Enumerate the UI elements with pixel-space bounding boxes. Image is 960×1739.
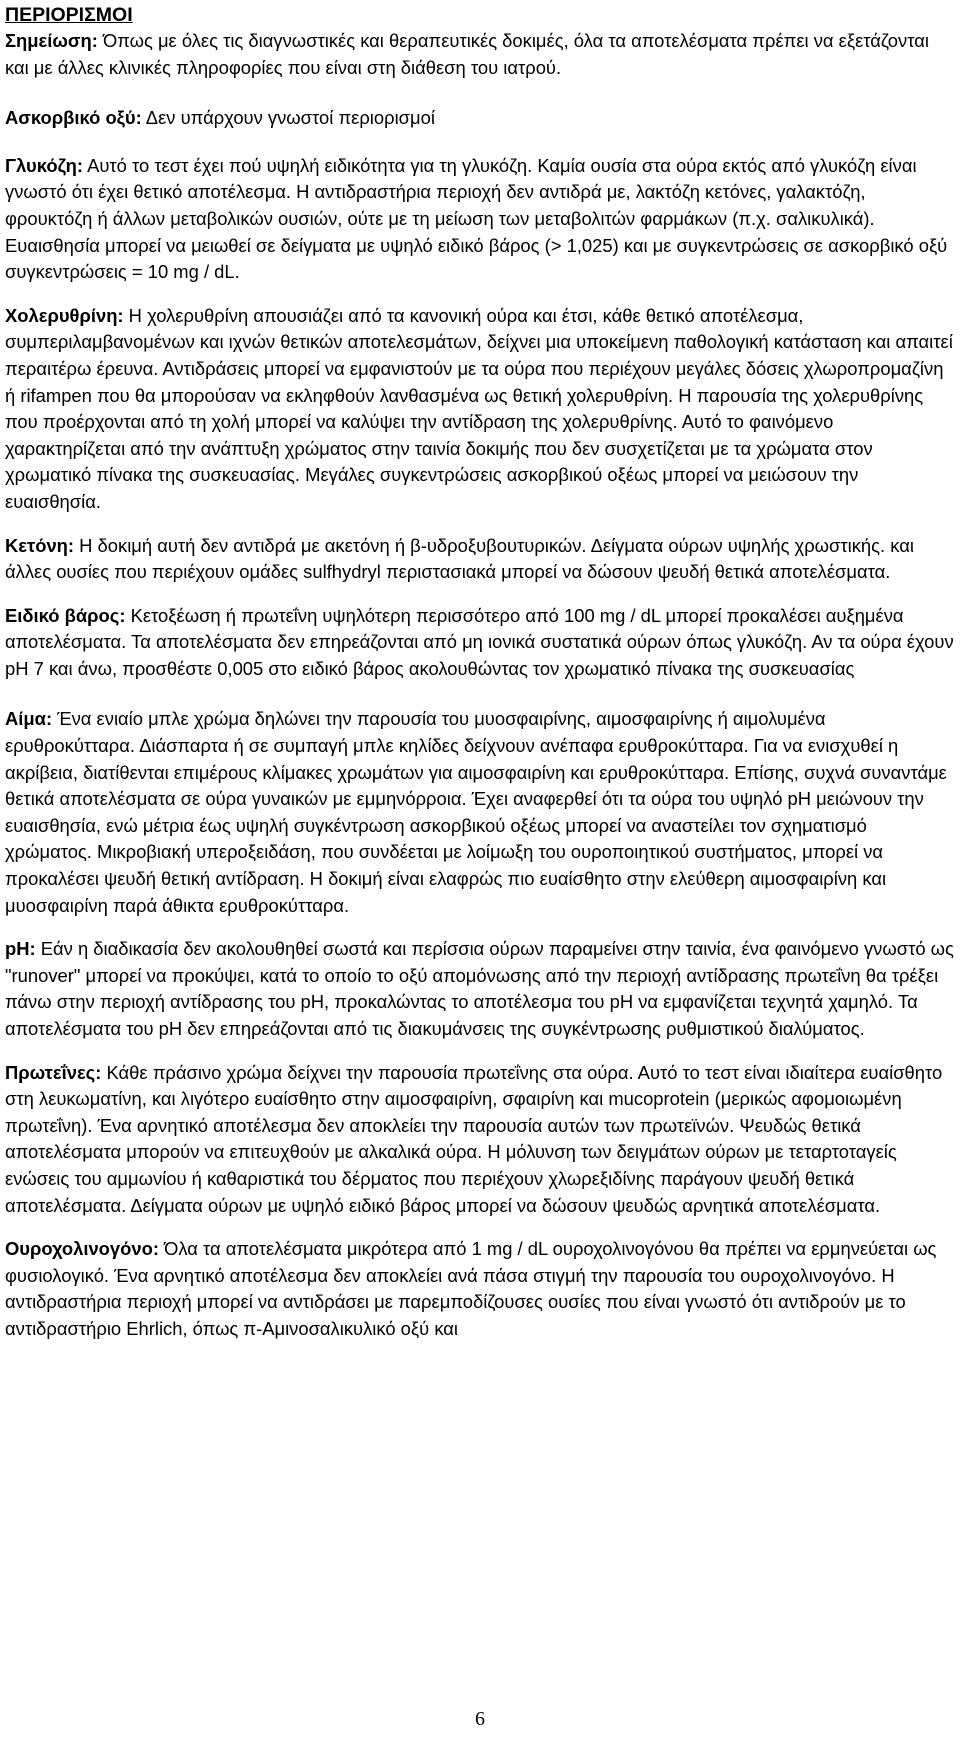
text-proteins: Κάθε πράσινο χρώμα δείχνει την παρουσία πρωτεΐνης στα ούρα. Αυτό το τεστ είναι ιδιαίτερα ευαίσθητο στη λευκωματίνη, και λιγότερο ευαίσθητο στην αιμοσφαιρίνη, σφαιρίνη και mucoprotein (μερικώς αφομοιωμένη πρωτεΐνη). Ένα αρνητικό αποτέλεσμα δεν αποκλείει την παρουσία αυτών των πρωτεϊνών. Ψευδώς θετικά αποτελέσματα μπορούν να επιτευχθούν με αλκαλικά ούρα. Η μόλυνση των δειγμάτων ούρων με τεταρτοταγείς ενώσεις του αμμωνίου ή καθαριστικά του δέρματος που περιέχουν χλωρεξιδίνης παράγουν ψευδή θετικά αποτελέσματα. Δείγματα ούρων με υψηλό ειδικό βάρος μπορεί να δώσουν ψευδώς αρνητικά αποτελέσματα.	[5, 1061, 943, 1216]
text-ph: Εάν η διαδικασία δεν ακολουθηθεί σωστά και περίσσια ούρων παραμείνει στην ταινία, ένα φαινόμενο γνωστό ως "runover" μπορεί να προκύψει, κατά το οποίο το οξύ απομόνωσης από την περιοχή αντίδρασης πρωτεΐνη θα τρέξει πάνω στην περιοχή αντίδρασης του pH, προκαλώντας το αποτέλεσμα του pH να εμφανίζεται τεχνητά χαμηλό. Τα αποτελέσματα του pH δεν επηρεάζονται από τις διακυμάνσεις της συγκέντρωσης ρυθμιστικού διαλύματος.	[5, 938, 954, 1039]
paragraph-note	[5, 28, 955, 81]
text-bilirubin: Η χολερυθρίνη απουσιάζει από τα κανονική ούρα και έτσι, κάθε θετικό αποτέλεσμα, συμπεριλαμβανομένων και ιχνών θετικών αποτελεσμάτων, δείχνει μια υποκείμενη παθολογική κατάσταση και απαιτεί περαιτέρω έρευνα. Αντιδράσεις μπορεί να εμφανιστούν με τα ούρα που περιέχουν μεγάλες δόσεις χλωροπρομαζίνη ή rifampen που θα μπορούσαν να εκληφθούν λανθασμένα ως θετική χολερυθρίνη. Η παρουσία της χολερυθρίνης που προέρχονται από τη χολή μπορεί να καλύψει την αντίδραση της χολερυθρίνης. Αυτό το φαινόμενο χαρακτηρίζεται από την ανάπτυξη χρώματος στην ταινία δοκιμής που δεν συσχετίζεται με τα χρώματα στον χρωματικό πίνακα της συσκευασίας. Μεγάλες συγκεντρώσεις ασκορβικού οξέως μπορεί να μειώσουν την ευαισθησία.	[5, 304, 953, 512]
label-glucose: Γλυκόζη:	[5, 154, 83, 176]
label-blood: Αίμα:	[5, 708, 53, 730]
page-number: 6	[475, 1708, 485, 1730]
label-urobilinogen: Ουροχολινογόνο:	[5, 1238, 159, 1260]
paragraph-proteins	[5, 1060, 955, 1220]
label-specific-gravity: Ειδικό βάρος:	[5, 604, 126, 626]
text-glucose: Αυτό το τεστ έχει πού υψηλή ειδικότητα για τη γλυκόζη. Καμία ουσία στα ούρα εκτός από γλυκόζη είναι γνωστό ότι έχει θετικό αποτέλεσμα. Η αντιδραστήρια περιοχή δεν αντιδρά με, λακτόζη κετόνες, γαλακτόζη, φρουκτόζη ή άλλων μεταβολικών ουσιών, ούτε με τη μείωση των μεταβολιτών φαρμάκων (π.χ. σαλικυλικά). Ευαισθησία μπορεί να μειωθεί σε δείγματα με υψηλό ειδικό βάρος (> 1,025) και με συγκεντρώσεις σε ασκορβικό οξύ συγκεντρώσεις = 10 mg / dL.	[5, 154, 948, 283]
text-blood: Ένα ενιαίο μπλε χρώμα δηλώνει την παρουσία του μυοσφαιρίνης, αιμοσφαιρίνης ή αιμολυμένα ερυθροκύτταρα. Διάσπαρτα ή σε συμπαγή μπλε κηλίδες δείχνουν ανέπαφα ερυθροκύτταρα. Για να ενισχυθεί η ακρίβεια, διατίθενται επιμέρους κλίμακες χρωμάτων για αιμοσφαιρίνη και ερυθροκύτταρα. Επίσης, συχνά συναντάμε θετικά αποτελέσματα σε ούρα γυναικών με εμμηνόρροια. Έχει αναφερθεί ότι τα ούρα του υψηλό pH μειώνουν την ευαισθησία, ενώ μέτρια έως υψηλή συγκέντρωση ασκορβικού οξέως μπορεί να αναστείλει τον σχηματισμό χρώματος. Μικροβιακή υπεροξειδάση, που συνδέεται με λοίμωξη του ουροποιητικού συστήματος, μπορεί να προκαλέσει ψευδή θετική αντίδραση. Η δοκιμή είναι ελαφρώς πιο ευαίσθητο στην ελεύθερη αιμοσφαιρίνη και μυοσφαιρίνη παρά άθικτα ερυθροκύτταρα.	[5, 708, 947, 916]
label-note: Σημείωση:	[5, 30, 98, 51]
text-ascorbic-acid: Δεν υπάρχουν γνωστοί περιορισμοί	[141, 107, 435, 129]
paragraph-bilirubin	[5, 303, 955, 516]
paragraph-ph	[5, 936, 955, 1042]
section-heading: ΠΕΡΙΟΡΙΣΜΟΙ	[5, 4, 133, 26]
label-ketone: Κετόνη:	[5, 534, 75, 556]
text-note: Όπως με όλες τις διαγνωστικές και θεραπευτικές δοκιμές, όλα τα αποτελέσματα πρέπει να εξετάζονται και με άλλες κλινικές πληροφορίες που είναι στη διάθεση του ιατρού.	[5, 30, 929, 78]
paragraph-specific-gravity	[5, 603, 955, 683]
paragraph-urobilinogen	[5, 1236, 955, 1342]
label-proteins: Πρωτεΐνες:	[5, 1061, 102, 1083]
label-bilirubin: Χολερυθρίνη:	[5, 304, 124, 326]
paragraph-ascorbic-acid	[5, 105, 955, 132]
paragraph-ketone	[5, 533, 955, 586]
text-urobilinogen: Όλα τα αποτελέσματα μικρότερα από 1 mg / dL ουροχολινογόνου θα πρέπει να ερμηνεύεται ως φυσιολογικό. Ένα αρνητικό αποτέλεσμα δεν αποκλείει ανά πάσα στιγμή την παρουσία του ουροχολινογόνο. Η αντιδραστήρια περιοχή μπορεί να αντιδράσει με παρεμποδίζουσες ουσίες που είναι γνωστό ότι αντιδρούν με το αντιδραστήριο Ehrlich, όπως π-Αμινοσαλικυλικό οξύ και	[5, 1238, 937, 1339]
text-specific-gravity: Κετοξέωση ή πρωτεΐνη υψηλότερη περισσότερο από 100 mg / dL μπορεί προκαλέσει αυξημένα αποτελέσματα. Τα αποτελέσματα δεν επηρεάζονται από μη ιονικά συστατικά ούρων όπως γλυκόζη. Αν τα ούρα έχουν pH 7 και άνω, προσθέστε 0,005 στο ειδικό βάρος ακολουθώντας τον χρωματικό πίνακα της συσκευασίας	[5, 604, 954, 679]
document-page	[5, 0, 955, 1343]
paragraph-glucose	[5, 153, 955, 286]
paragraph-blood	[5, 706, 955, 919]
label-ph: pH:	[5, 938, 36, 960]
text-ketone: Η δοκιμή αυτή δεν αντιδρά με ακετόνη ή β-υδροξυβουτυρικών. Δείγματα ούρων υψηλής χρωστικής. και άλλες ουσίες που περιέχουν ομάδες sulfhydryl περιστασιακά μπορεί να δώσουν ψευδή θετικά αποτελέσματα.	[5, 534, 914, 583]
label-ascorbic-acid: Ασκορβικό οξύ:	[5, 107, 142, 129]
